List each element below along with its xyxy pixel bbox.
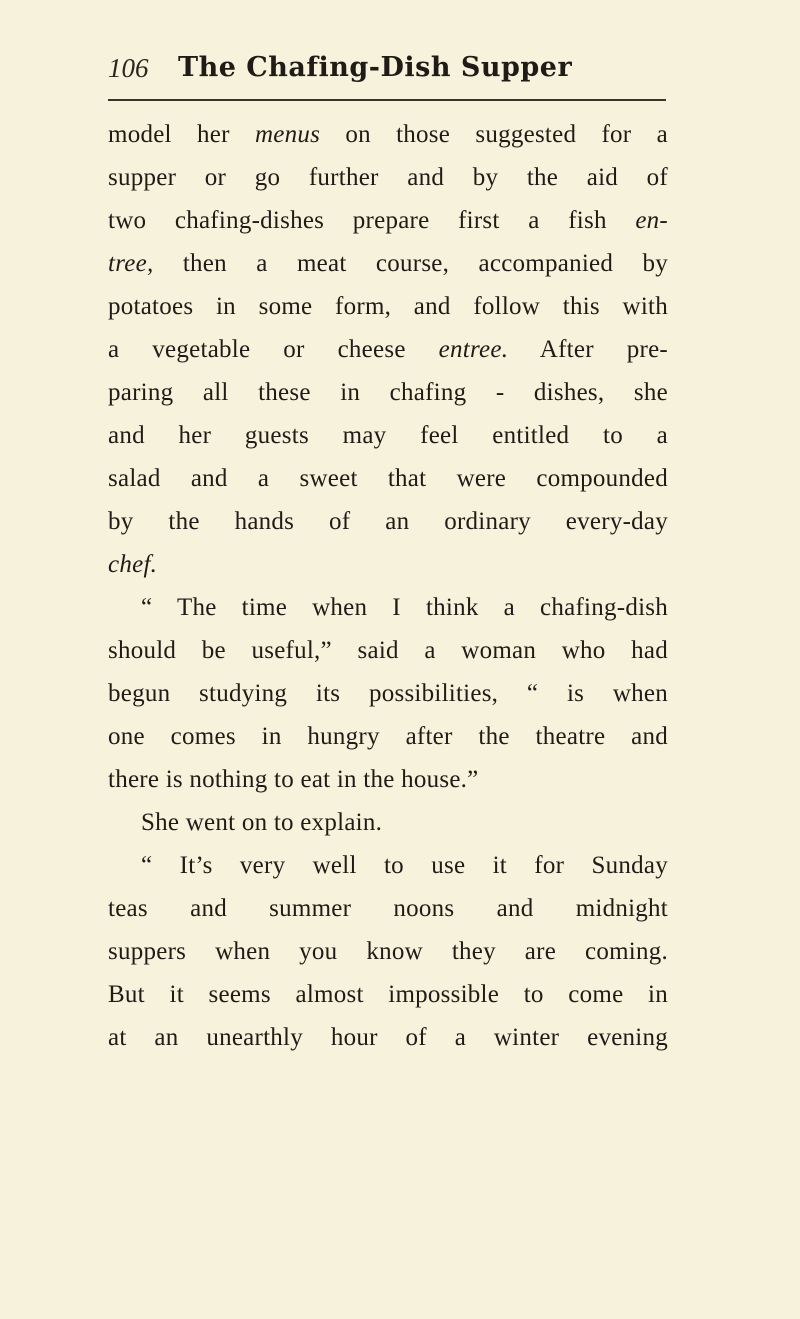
- text-line: [108, 629, 668, 672]
- text-line: [108, 500, 668, 543]
- text-line: [108, 371, 668, 414]
- page-number: 106: [108, 53, 149, 83]
- italic-text: en-: [635, 207, 668, 234]
- text-segment: teas and summer noons and midnight: [108, 895, 668, 922]
- text-segment: She went on to explain.: [141, 809, 383, 836]
- text-segment: should be useful,” said a woman who had: [108, 637, 668, 664]
- text-segment: suppers when you know they are coming.: [108, 938, 668, 965]
- text-segment: salad and a sweet that were compounded: [108, 465, 668, 492]
- header-rule: [108, 99, 666, 101]
- text-segment: But it seems almost impossible to come in: [108, 981, 668, 1008]
- text-line: [108, 113, 668, 156]
- text-line: [108, 973, 668, 1016]
- running-head-title: The Chafing-Dish Supper: [178, 52, 573, 83]
- text-segment: and her guests may feel entitled to a: [108, 422, 668, 449]
- text-line: [108, 543, 668, 586]
- text-line: [108, 586, 668, 629]
- text-segment: potatoes in some form, and follow this with: [108, 293, 668, 320]
- running-head: [108, 48, 668, 94]
- text-line: [108, 414, 668, 457]
- text-line: [108, 242, 668, 285]
- text-line: [108, 930, 668, 973]
- text-segment: two chafing-dishes prepare first a fish: [108, 207, 636, 234]
- text-segment: “ It’s very well to use it for Sunday: [141, 852, 668, 879]
- text-segment: paring all these in chafing - dishes, she: [108, 379, 668, 406]
- text-segment: at an unearthly hour of a winter evening: [108, 1024, 668, 1051]
- text-segment: one comes in hungry after the theatre and: [108, 723, 668, 750]
- italic-text: chef.: [108, 551, 158, 578]
- text-segment: supper or go further and by the aid of: [108, 164, 668, 191]
- text-segment: After pre-: [508, 336, 668, 363]
- text-line: [108, 457, 668, 500]
- text-line: [108, 844, 668, 887]
- italic-text: tree,: [108, 250, 154, 277]
- text-line: [108, 285, 668, 328]
- text-line: [108, 199, 668, 242]
- text-line: [108, 801, 668, 844]
- text-segment: then a meat course, accompanied by: [153, 250, 668, 277]
- text-line: [108, 1016, 668, 1059]
- text-line: [108, 758, 668, 801]
- text-line: [108, 672, 668, 715]
- text-segment: there is nothing to eat in the house.”: [108, 766, 479, 793]
- text-line: [108, 715, 668, 758]
- text-segment: begun studying its possibilities, “ is when: [108, 680, 668, 707]
- italic-text: menus: [254, 121, 321, 148]
- text-segment: on those suggested for a: [320, 121, 668, 148]
- body-text: [108, 113, 668, 1059]
- text-segment: a vegetable or cheese: [108, 336, 439, 363]
- text-line: [108, 328, 668, 371]
- text-segment: “ The time when I think a chafing-dish: [141, 594, 668, 621]
- text-line: [108, 887, 668, 930]
- text-segment: model her: [108, 121, 255, 148]
- text-line: [108, 156, 668, 199]
- italic-text: entree.: [438, 336, 509, 363]
- text-segment: by the hands of an ordinary every-day: [108, 508, 668, 535]
